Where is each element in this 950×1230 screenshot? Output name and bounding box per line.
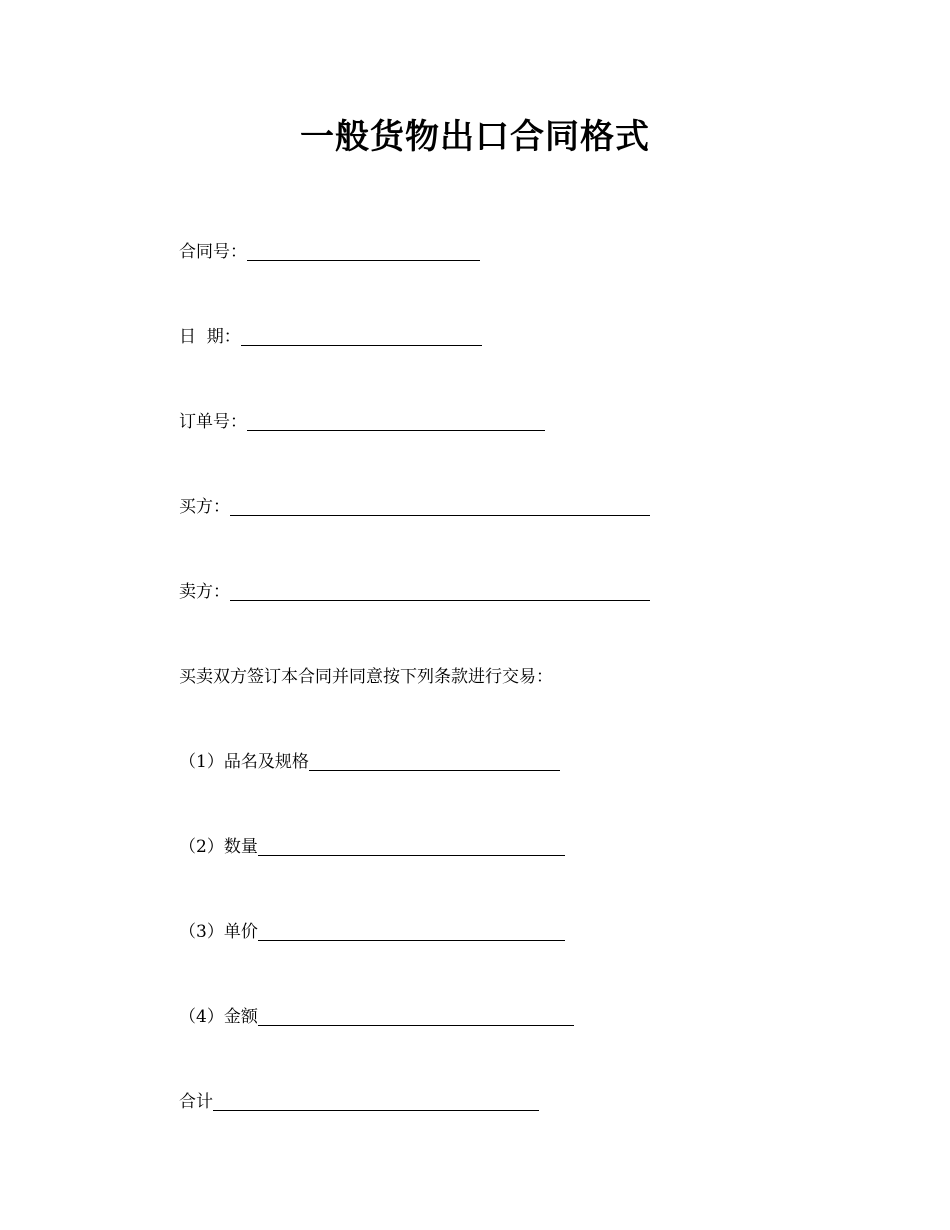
clause-item-3 bbox=[179, 921, 565, 943]
contract-number-label: 合同号： bbox=[179, 242, 247, 262]
total-blank[interactable] bbox=[213, 1110, 539, 1111]
seller-field bbox=[179, 581, 650, 603]
contract-number-field bbox=[179, 241, 480, 263]
date-blank[interactable] bbox=[241, 345, 482, 346]
clause-item-1-label: （1）品名及规格 bbox=[179, 752, 309, 772]
buyer-label: 买方： bbox=[179, 497, 230, 517]
contract-number-blank[interactable] bbox=[247, 260, 480, 261]
buyer-blank[interactable] bbox=[230, 515, 650, 516]
date-label: 日 期： bbox=[179, 327, 241, 347]
clause-item-2 bbox=[179, 836, 565, 858]
order-number-blank[interactable] bbox=[247, 430, 545, 431]
clause-item-3-label: （3）单价 bbox=[179, 922, 258, 942]
total-field bbox=[179, 1091, 539, 1113]
total-label: 合计 bbox=[179, 1092, 213, 1112]
document-title: 一般货物出口合同格式 bbox=[300, 117, 650, 157]
seller-label: 卖方： bbox=[179, 582, 230, 602]
intro-text: 买卖双方签订本合同并同意按下列条款进行交易： bbox=[179, 667, 553, 687]
order-number-field bbox=[179, 411, 545, 433]
order-number-label: 订单号： bbox=[179, 412, 247, 432]
seller-blank[interactable] bbox=[230, 600, 650, 601]
clause-item-4 bbox=[179, 1006, 574, 1028]
clause-item-2-label: （2）数量 bbox=[179, 837, 258, 857]
clause-item-1 bbox=[179, 751, 560, 773]
date-field bbox=[179, 326, 482, 348]
clause-item-4-label: （4）金额 bbox=[179, 1007, 258, 1027]
clause-item-3-blank[interactable] bbox=[258, 940, 565, 941]
buyer-field bbox=[179, 496, 650, 518]
clause-item-1-blank[interactable] bbox=[309, 770, 560, 771]
clause-item-4-blank[interactable] bbox=[258, 1025, 574, 1026]
clause-item-2-blank[interactable] bbox=[258, 855, 565, 856]
